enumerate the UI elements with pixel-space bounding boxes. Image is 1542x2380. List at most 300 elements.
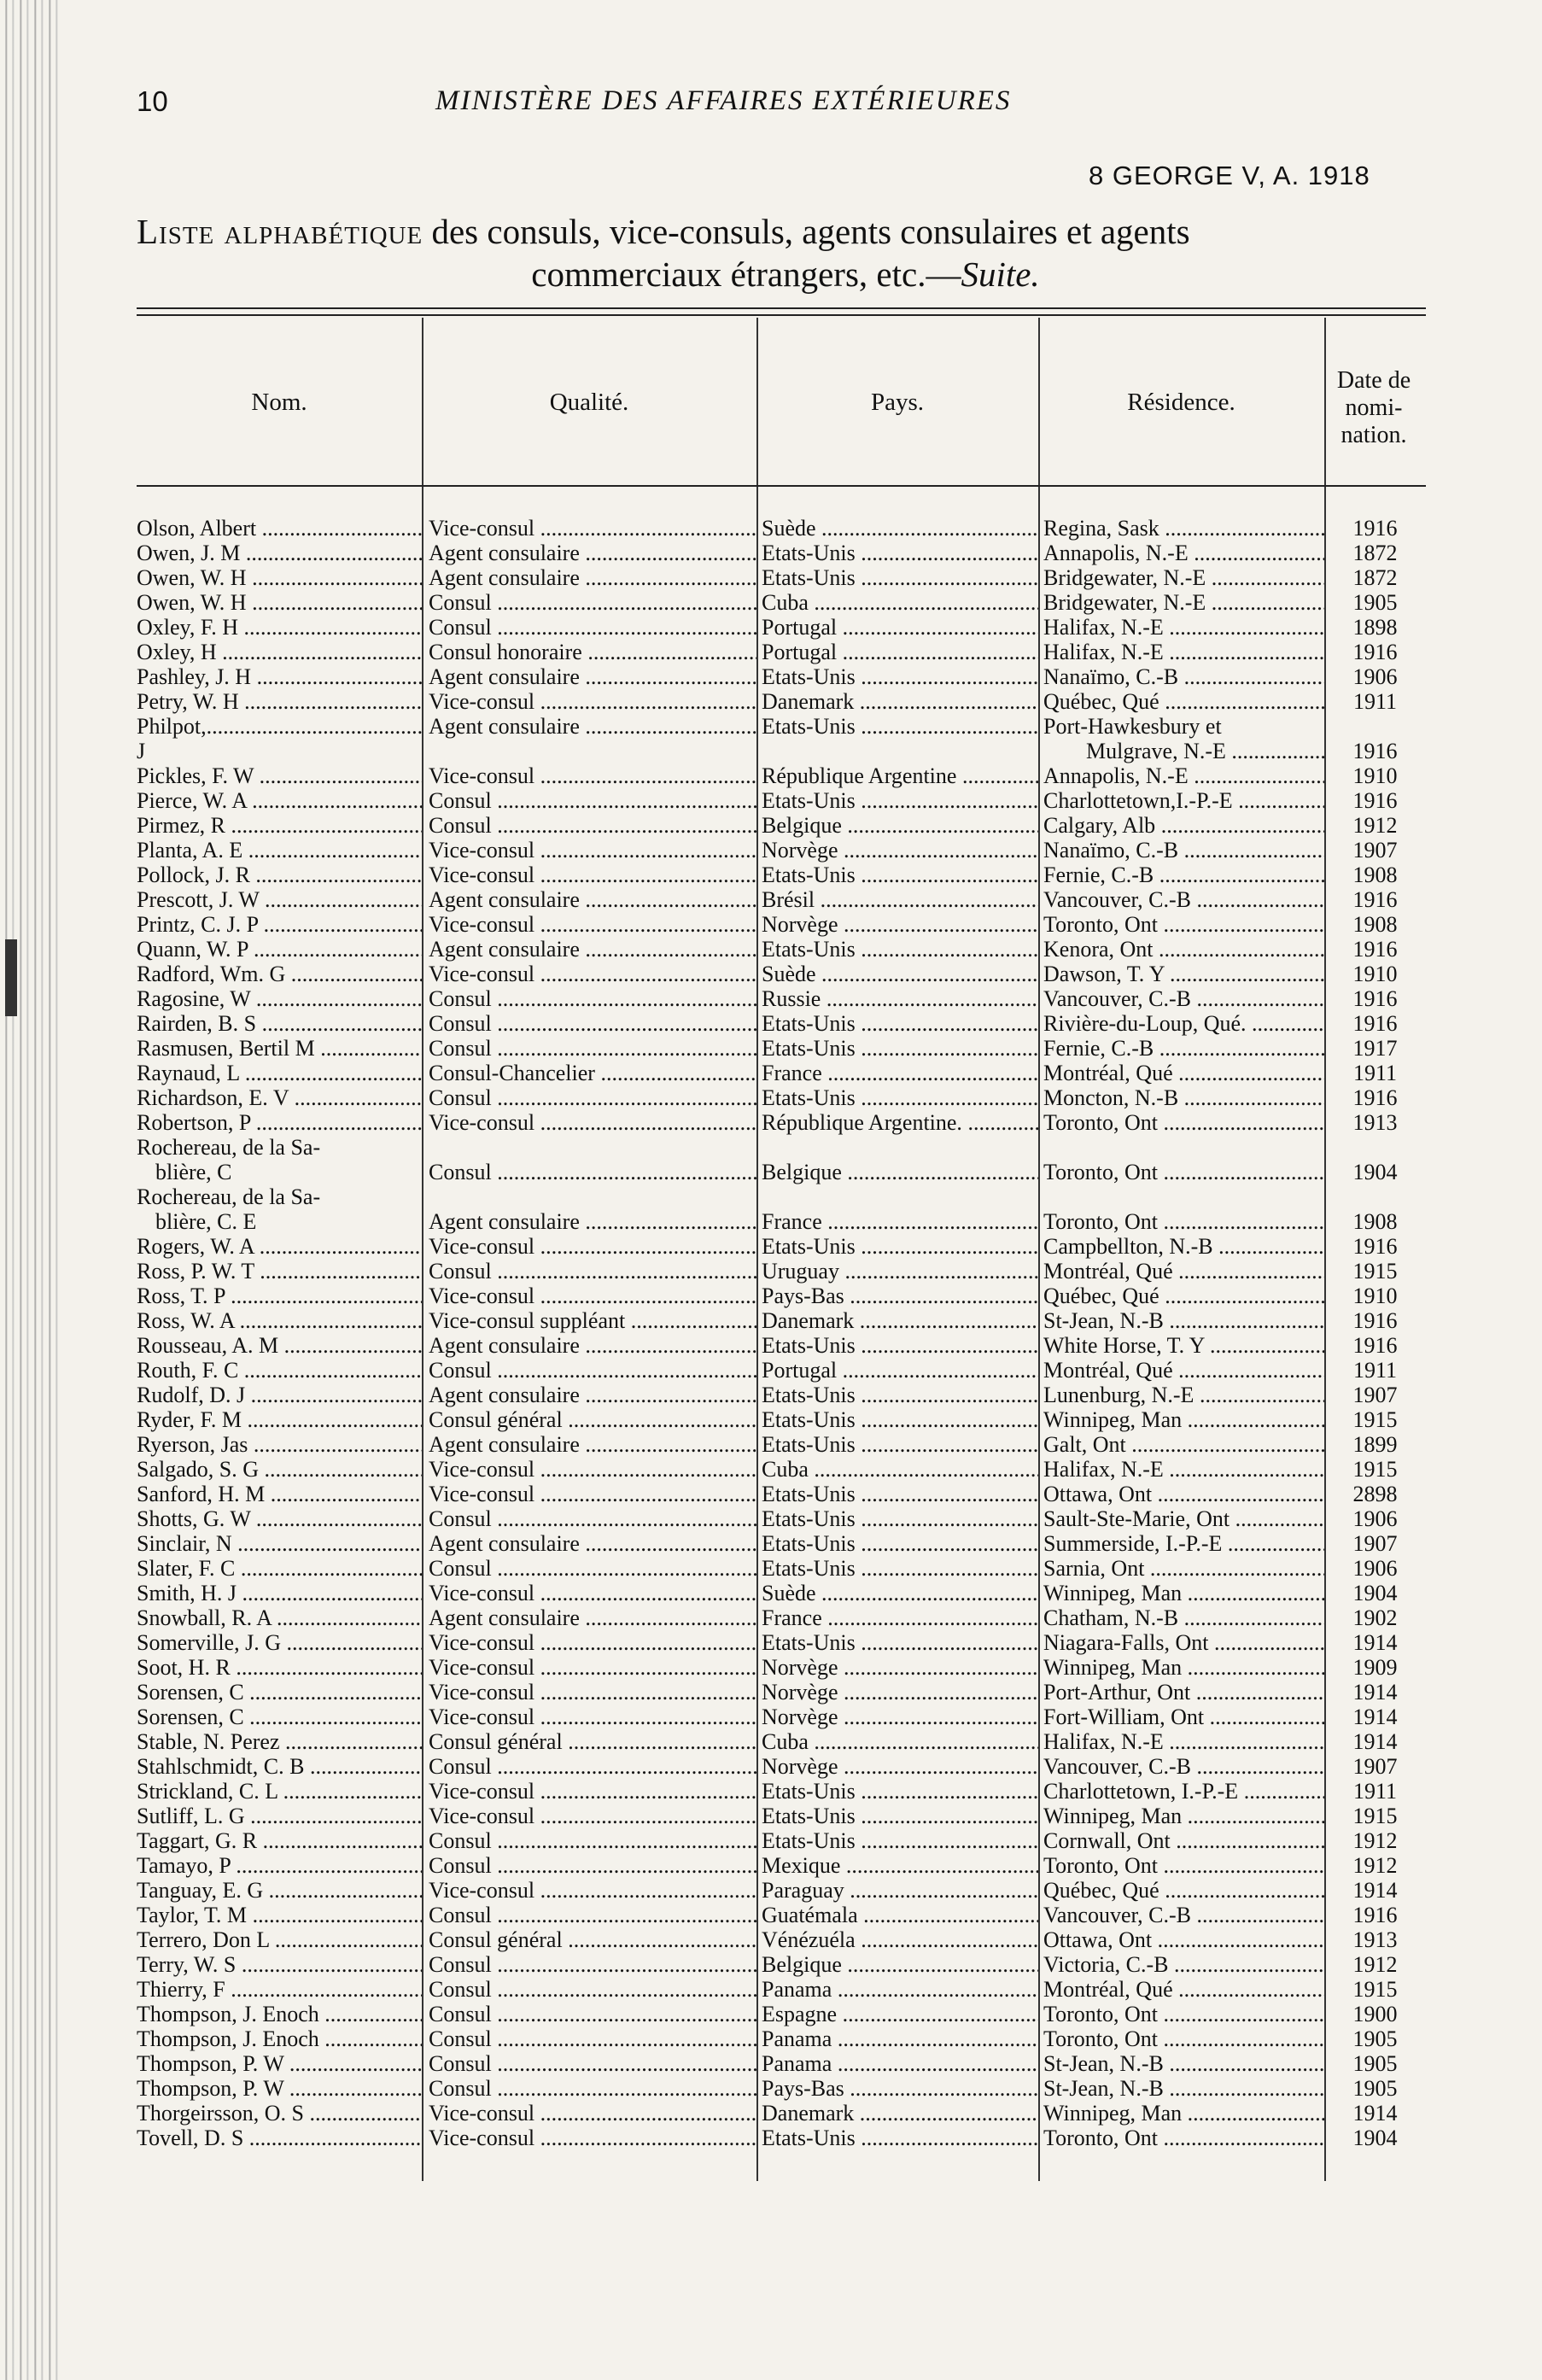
- cell-date: 1915: [1352, 1977, 1398, 2002]
- cell-nom: Robertson, P .....: [137, 1110, 422, 1135]
- table-row: [137, 590, 1426, 615]
- cell-nom: Stahlschmidt, C. B .....: [137, 1754, 422, 1779]
- table-row: [137, 516, 1426, 541]
- table-row: [137, 640, 1426, 664]
- cell-nom: Rudolf, D. J .....: [137, 1383, 422, 1407]
- cell-residence: Toronto, Ont .....: [1038, 912, 1324, 937]
- table-row: [137, 788, 1426, 813]
- table-row: [137, 1358, 1426, 1383]
- table-row: [137, 1729, 1426, 1754]
- cell-residence: Sarnia, Ont .....: [1038, 1556, 1324, 1581]
- cell-nom: Owen, W. H .....: [137, 565, 422, 590]
- cell-qualite: Agent consulaire .....: [422, 541, 756, 565]
- cell-residence: Winnipeg, Man .....: [1038, 2101, 1324, 2126]
- cell-pays: République Argentine. .....: [756, 1110, 1038, 1135]
- cell-pays: Etats-Unis .....: [756, 541, 1038, 565]
- cell-pays: Panama .....: [756, 2051, 1038, 2076]
- cell-qualite: Vice-consul .....: [422, 1457, 756, 1482]
- cell-nom-line: Rochereau, de la Sa-: [137, 1184, 321, 1209]
- cell-pays: Etats-Unis .....: [756, 1531, 1038, 1556]
- table-row: [137, 1407, 1426, 1432]
- cell-pays: Etats-Unis .....: [756, 1779, 1038, 1804]
- cell-nom: Ross, T. P .....: [137, 1284, 422, 1308]
- cell-qualite: Consul .....: [422, 813, 756, 838]
- table-row: [137, 2051, 1426, 2076]
- cell-qualite: Vice-consul .....: [422, 1110, 756, 1135]
- cell-date: 1872: [1352, 541, 1398, 565]
- cell-date: 1907: [1352, 1531, 1398, 1556]
- cell-nom: Routh, F. C .....: [137, 1358, 422, 1383]
- cell-pays: Etats-Unis .....: [756, 1383, 1038, 1407]
- cell-nom: Pirmez, R .....: [137, 813, 422, 838]
- cell-pays: Danemark .....: [756, 2101, 1038, 2126]
- cell-date: 1915: [1352, 1259, 1398, 1284]
- cell-qualite: Agent consulaire .....: [422, 1184, 756, 1234]
- cell-pays: Portugal .....: [756, 640, 1038, 664]
- cell-date: 1916: [1352, 739, 1398, 763]
- cell-date: 1905: [1352, 2051, 1398, 2076]
- cell-pays: Danemark .....: [756, 689, 1038, 714]
- cell-date: 1914: [1352, 1680, 1398, 1705]
- cell-pays: Etats-Unis .....: [756, 1630, 1038, 1655]
- cell-qualite: Vice-consul .....: [422, 1630, 756, 1655]
- cell-residence: Regina, Sask .....: [1038, 516, 1324, 541]
- cell-qualite: Vice-consul .....: [422, 2101, 756, 2126]
- cell-pays: Mexique .....: [756, 1853, 1038, 1878]
- cell-residence: Victoria, C.-B .....: [1038, 1952, 1324, 1977]
- running-title: MINISTÈRE DES AFFAIRES EXTÉRIEURES: [435, 85, 1012, 116]
- cell-qualite: Agent consulaire .....: [422, 937, 756, 962]
- cell-residence: Halifax, N.-E .....: [1038, 1457, 1324, 1482]
- cell-date: 1910: [1352, 962, 1398, 986]
- cell-nom: Sorensen, C .....: [137, 1705, 422, 1729]
- cell-residence: Summerside, I.-P.-E .....: [1038, 1531, 1324, 1556]
- cell-nom: Pickles, F. W .....: [137, 763, 422, 788]
- table-row: [137, 1977, 1426, 2002]
- cell-date: 1915: [1352, 1457, 1398, 1482]
- cell-qualite: Consul .....: [422, 1259, 756, 1284]
- cell-nom: [137, 1184, 422, 1234]
- cell-qualite: Consul .....: [422, 1358, 756, 1383]
- cell-nom: Richardson, E. V .....: [137, 1085, 422, 1110]
- cell-residence: Nanaïmo, C.-B .....: [1038, 664, 1324, 689]
- table-row: [137, 838, 1426, 863]
- cell-residence: White Horse, T. Y .....: [1038, 1333, 1324, 1358]
- cell-nom: Terrero, Don L .....: [137, 1927, 422, 1952]
- cell-qualite: Consul général .....: [422, 1407, 756, 1432]
- cell-pays: Brésil .....: [756, 887, 1038, 912]
- cell-qualite: Consul .....: [422, 1754, 756, 1779]
- cell-date: 1916: [1352, 1085, 1398, 1110]
- cell-nom: Owen, W. H .....: [137, 590, 422, 615]
- cell-date: 1916: [1352, 887, 1398, 912]
- cell-pays: Belgique .....: [756, 1135, 1038, 1184]
- cell-qualite: Vice-consul .....: [422, 962, 756, 986]
- cell-pays: France .....: [756, 1184, 1038, 1234]
- table-row: [137, 1804, 1426, 1828]
- cell-pays: Suède .....: [756, 516, 1038, 541]
- table-row: [137, 763, 1426, 788]
- cell-pays: Norvège .....: [756, 1705, 1038, 1729]
- cell-date: 1912: [1352, 1952, 1398, 1977]
- cell-date: 1900: [1352, 2002, 1398, 2026]
- cell-nom: Rairden, B. S .....: [137, 1011, 422, 1036]
- heading-smallcaps: Liste alphabétique: [137, 212, 423, 251]
- cell-residence: Rivière-du-Loup, Qué. .....: [1038, 1011, 1324, 1036]
- cell-pays: Etats-Unis .....: [756, 1804, 1038, 1828]
- table-row: [137, 1952, 1426, 1977]
- cell-residence: Montréal, Qué .....: [1038, 1061, 1324, 1085]
- cell-nom: Ross, W. A .....: [137, 1308, 422, 1333]
- page-binding-edge: [0, 0, 60, 2380]
- cell-qualite: Consul .....: [422, 1135, 756, 1184]
- cell-residence: Cornwall, Ont .....: [1038, 1828, 1324, 1853]
- cell-qualite: Consul .....: [422, 1977, 756, 2002]
- cell-qualite: Agent consulaire .....: [422, 1383, 756, 1407]
- cell-date: 1911: [1352, 1779, 1398, 1804]
- table-row: [137, 2002, 1426, 2026]
- cell-qualite: Vice-consul .....: [422, 863, 756, 887]
- cell-qualite: Vice-consul .....: [422, 1581, 756, 1605]
- cell-pays: Suède .....: [756, 962, 1038, 986]
- date-header-line: Date de: [1336, 367, 1411, 394]
- cell-residence: Montréal, Qué .....: [1038, 1259, 1324, 1284]
- cell-qualite: Vice-consul .....: [422, 1804, 756, 1828]
- cell-residence: Québec, Qué .....: [1038, 1284, 1324, 1308]
- cell-residence: Lunenburg, N.-E .....: [1038, 1383, 1324, 1407]
- cell-qualite: Consul .....: [422, 1952, 756, 1977]
- heading-line-1: [137, 210, 1434, 253]
- table-row: [137, 2026, 1426, 2051]
- cell-date: 1902: [1352, 1605, 1398, 1630]
- table-row: [137, 1556, 1426, 1581]
- cell-date: 1907: [1352, 1754, 1398, 1779]
- cell-pays: Etats-Unis .....: [756, 565, 1038, 590]
- cell-nom: Rogers, W. A .....: [137, 1234, 422, 1259]
- cell-pays: Etats-Unis .....: [756, 2126, 1038, 2150]
- cell-residence: Québec, Qué .....: [1038, 1878, 1324, 1903]
- table-row: [137, 1482, 1426, 1506]
- column-header-nom: Nom.: [251, 389, 307, 416]
- cell-pays: France .....: [756, 1605, 1038, 1630]
- cell-date: 1912: [1352, 1828, 1398, 1853]
- cell-residence: St-Jean, N.-B .....: [1038, 1308, 1324, 1333]
- cell-nom: [137, 1135, 422, 1184]
- cell-nom: Pierce, W. A .....: [137, 788, 422, 813]
- table-row: [137, 565, 1426, 590]
- cell-date: 1898: [1352, 615, 1398, 640]
- cell-pays: Espagne .....: [756, 2002, 1038, 2026]
- cell-date: 1916: [1352, 516, 1398, 541]
- cell-date: 1914: [1352, 1705, 1398, 1729]
- table-row: [137, 1828, 1426, 1853]
- cell-date: 1914: [1352, 1630, 1398, 1655]
- cell-qualite: Agent consulaire .....: [422, 887, 756, 912]
- cell-qualite: Consul .....: [422, 2051, 756, 2076]
- cell-qualite: Consul honoraire .....: [422, 640, 756, 664]
- cell-qualite: Consul-Chancelier .....: [422, 1061, 756, 1085]
- cell-residence: Fort-William, Ont .....: [1038, 1705, 1324, 1729]
- table-row: [137, 2126, 1426, 2150]
- cell-residence: Toronto, Ont .....: [1038, 2002, 1324, 2026]
- cell-pays: Russie .....: [756, 986, 1038, 1011]
- list-heading: [137, 210, 1434, 295]
- cell-nom: Taggart, G. R .....: [137, 1828, 422, 1853]
- cell-date: 1916: [1352, 937, 1398, 962]
- cell-residence: Halifax, N.-E .....: [1038, 1729, 1324, 1754]
- table-row: [137, 1135, 1426, 1184]
- table-row: [137, 1754, 1426, 1779]
- cell-nom: Taylor, T. M .....: [137, 1903, 422, 1927]
- table-row: [137, 615, 1426, 640]
- table-row: [137, 1779, 1426, 1804]
- cell-qualite: Vice-consul .....: [422, 1655, 756, 1680]
- cell-date: 1914: [1352, 1878, 1398, 1903]
- cell-pays: Portugal .....: [756, 615, 1038, 640]
- cell-pays: Panama .....: [756, 2026, 1038, 2051]
- table-row: [137, 689, 1426, 714]
- cell-residence: St-Jean, N.-B .....: [1038, 2076, 1324, 2101]
- cell-qualite: Consul .....: [422, 1903, 756, 1927]
- cell-nom: Somerville, J. G .....: [137, 1630, 422, 1655]
- cell-pays: Norvège .....: [756, 1655, 1038, 1680]
- cell-nom: Raynaud, L .....: [137, 1061, 422, 1085]
- cell-qualite: Vice-consul .....: [422, 763, 756, 788]
- cell-date: 1905: [1352, 2076, 1398, 2101]
- table-row: [137, 887, 1426, 912]
- table-row: [137, 1333, 1426, 1358]
- cell-date: 1906: [1352, 1556, 1398, 1581]
- cell-qualite: Vice-consul .....: [422, 689, 756, 714]
- cell-date: 1916: [1352, 1903, 1398, 1927]
- cell-date: 1916: [1352, 640, 1398, 664]
- cell-nom: Quann, W. P .....: [137, 937, 422, 962]
- cell-nom: Thompson, J. Enoch .....: [137, 2002, 422, 2026]
- table-row: [137, 2076, 1426, 2101]
- table-row: [137, 1853, 1426, 1878]
- cell-date: 1912: [1352, 813, 1398, 838]
- cell-residence: Campbellton, N.-B .....: [1038, 1234, 1324, 1259]
- cell-nom: Sutliff, L. G .....: [137, 1804, 422, 1828]
- cell-qualite: Vice-consul .....: [422, 1284, 756, 1308]
- cell-date: 1911: [1352, 1358, 1398, 1383]
- cell-residence: Moncton, N.-B .....: [1038, 1085, 1324, 1110]
- cell-date: 1872: [1352, 565, 1398, 590]
- cell-residence: Sault-Ste-Marie, Ont .....: [1038, 1506, 1324, 1531]
- cell-pays: Suède .....: [756, 1581, 1038, 1605]
- cell-date: 1909: [1352, 1655, 1398, 1680]
- cell-qualite: Consul général .....: [422, 1927, 756, 1952]
- cell-nom: Strickland, C. L .....: [137, 1779, 422, 1804]
- cell-nom: Sanford, H. M .....: [137, 1482, 422, 1506]
- date-header-line: nomi-: [1345, 395, 1403, 421]
- cell-qualite: Vice-consul suppléant .....: [422, 1308, 756, 1333]
- column-header-pays: Pays.: [870, 389, 925, 416]
- cell-qualite: Consul .....: [422, 1853, 756, 1878]
- cell-pays: Etats-Unis .....: [756, 714, 1038, 763]
- cell-qualite: Agent consulaire .....: [422, 1531, 756, 1556]
- cell-nom: Ross, P. W. T .....: [137, 1259, 422, 1284]
- cell-residence: Vancouver, C.-B .....: [1038, 887, 1324, 912]
- cell-nom-line: Rochereau, de la Sa-: [137, 1135, 321, 1160]
- cell-nom: Snowball, R. A .....: [137, 1605, 422, 1630]
- cell-nom: Printz, C. J. P .....: [137, 912, 422, 937]
- cell-residence-line: Mulgrave, N.-E .....: [1043, 739, 1324, 763]
- cell-pays: Etats-Unis .....: [756, 863, 1038, 887]
- date-header-line: nation.: [1340, 422, 1407, 448]
- cell-date: 1916: [1352, 788, 1398, 813]
- cell-nom: Petry, W. H .....: [137, 689, 422, 714]
- cell-residence: Bridgewater, N.-E .....: [1038, 590, 1324, 615]
- cell-nom: Tamayo, P .....: [137, 1853, 422, 1878]
- cell-residence: Kenora, Ont .....: [1038, 937, 1324, 962]
- cell-nom: Thierry, F .....: [137, 1977, 422, 2002]
- column-header-residence: Résidence.: [1127, 389, 1235, 416]
- heading-line-1-rest: des consuls, vice-consuls, agents consulaires et agents: [423, 212, 1190, 251]
- cell-date: 2898: [1352, 1482, 1398, 1506]
- cell-date: 1910: [1352, 1284, 1398, 1308]
- cell-pays: Norvège .....: [756, 1754, 1038, 1779]
- cell-qualite: Consul .....: [422, 1036, 756, 1061]
- cell-residence: Toronto, Ont .....: [1038, 2126, 1324, 2150]
- cell-residence: St-Jean, N.-B .....: [1038, 2051, 1324, 2076]
- cell-qualite: Consul .....: [422, 1828, 756, 1853]
- table-row: [137, 1061, 1426, 1085]
- cell-residence: Ottawa, Ont .....: [1038, 1927, 1324, 1952]
- table-row: [137, 1531, 1426, 1556]
- table-row: [137, 1655, 1426, 1680]
- cell-qualite: Consul .....: [422, 788, 756, 813]
- cell-qualite: Agent consulaire .....: [422, 714, 756, 763]
- table-row: [137, 1680, 1426, 1705]
- cell-nom: Rasmusen, Bertil M .....: [137, 1036, 422, 1061]
- cell-pays: Cuba .....: [756, 1729, 1038, 1754]
- cell-nom: Olson, Albert .....: [137, 516, 422, 541]
- cell-residence: Toronto, Ont .....: [1038, 1184, 1324, 1234]
- cell-date: 1907: [1352, 838, 1398, 863]
- cell-nom: Slater, F. C .....: [137, 1556, 422, 1581]
- cell-nom: Smith, H. J .....: [137, 1581, 422, 1605]
- cell-pays: Etats-Unis .....: [756, 1234, 1038, 1259]
- cell-residence: Montréal, Qué .....: [1038, 1977, 1324, 2002]
- cell-residence: Port-Arthur, Ont .....: [1038, 1680, 1324, 1705]
- cell-qualite: Vice-consul .....: [422, 1779, 756, 1804]
- cell-qualite: Consul .....: [422, 590, 756, 615]
- cell-date: 1913: [1352, 1927, 1398, 1952]
- cell-pays: Norvège .....: [756, 912, 1038, 937]
- cell-pays: Guatémala .....: [756, 1903, 1038, 1927]
- cell-residence: Charlottetown,I.-P.-E .....: [1038, 788, 1324, 813]
- cell-date: 1916: [1352, 1011, 1398, 1036]
- table-row: [137, 962, 1426, 986]
- table-row: [137, 1234, 1426, 1259]
- cell-qualite: Consul .....: [422, 2026, 756, 2051]
- table-row: [137, 1927, 1426, 1952]
- cell-residence: Winnipeg, Man .....: [1038, 1581, 1324, 1605]
- cell-residence: Winnipeg, Man .....: [1038, 1407, 1324, 1432]
- cell-date: 1906: [1352, 664, 1398, 689]
- cell-pays: Norvège .....: [756, 838, 1038, 863]
- cell-residence: Toronto, Ont .....: [1038, 1853, 1324, 1878]
- table-row: [137, 664, 1426, 689]
- cell-residence: Dawson, T. Y .....: [1038, 962, 1324, 986]
- cell-pays: Etats-Unis .....: [756, 1482, 1038, 1506]
- cell-date: 1904: [1352, 1581, 1398, 1605]
- cell-nom: Salgado, S. G .....: [137, 1457, 422, 1482]
- table-row: [137, 1432, 1426, 1457]
- cell-residence: Toronto, Ont .....: [1038, 1110, 1324, 1135]
- cell-qualite: Agent consulaire .....: [422, 664, 756, 689]
- cell-nom: Tovell, D. S .....: [137, 2126, 422, 2150]
- cell-residence: Vancouver, C.-B .....: [1038, 1754, 1324, 1779]
- table-row: [137, 1878, 1426, 1903]
- cell-residence: Niagara-Falls, Ont .....: [1038, 1630, 1324, 1655]
- cell-date: 1910: [1352, 763, 1398, 788]
- table-row: [137, 714, 1426, 763]
- cell-qualite: Vice-consul .....: [422, 1482, 756, 1506]
- cell-date: 1914: [1352, 1729, 1398, 1754]
- cell-date: 1916: [1352, 1333, 1398, 1358]
- heading-line-2: [137, 253, 1434, 295]
- table-row: [137, 1085, 1426, 1110]
- cell-qualite: Agent consulaire .....: [422, 1333, 756, 1358]
- table-row: [137, 1506, 1426, 1531]
- session-reference: 8 GEORGE V, A. 1918: [1089, 161, 1370, 190]
- cell-pays: Etats-Unis .....: [756, 664, 1038, 689]
- cell-qualite: Agent consulaire .....: [422, 1432, 756, 1457]
- table-row: [137, 2101, 1426, 2126]
- cell-nom: Shotts, G. W .....: [137, 1506, 422, 1531]
- header-bottom-rule: [137, 485, 1426, 487]
- cell-nom: Radford, Wm. G .....: [137, 962, 422, 986]
- table-row: [137, 1605, 1426, 1630]
- cell-qualite: Vice-consul .....: [422, 516, 756, 541]
- cell-pays: Belgique .....: [756, 1952, 1038, 1977]
- cell-residence: Halifax, N.-E .....: [1038, 640, 1324, 664]
- table-row: [137, 1184, 1426, 1234]
- cell-nom: Soot, H. R .....: [137, 1655, 422, 1680]
- cell-residence: [1038, 714, 1324, 763]
- cell-pays: Panama .....: [756, 1977, 1038, 2002]
- cell-nom-line: blière, C .....: [137, 1160, 422, 1184]
- cell-residence: Winnipeg, Man .....: [1038, 1804, 1324, 1828]
- cell-qualite: Consul .....: [422, 2076, 756, 2101]
- cell-residence: Vancouver, C.-B .....: [1038, 1903, 1324, 1927]
- cell-residence: Bridgewater, N.-E .....: [1038, 565, 1324, 590]
- table-row: [137, 1705, 1426, 1729]
- table-row: [137, 1383, 1426, 1407]
- cell-pays: Etats-Unis .....: [756, 1011, 1038, 1036]
- cell-pays: Etats-Unis .....: [756, 1828, 1038, 1853]
- cell-qualite: Consul .....: [422, 2002, 756, 2026]
- cell-nom: Sorensen, C .....: [137, 1680, 422, 1705]
- cell-nom: Terry, W. S .....: [137, 1952, 422, 1977]
- cell-residence: Fernie, C.-B .....: [1038, 863, 1324, 887]
- cell-date: 1905: [1352, 2026, 1398, 2051]
- cell-nom: Stable, N. Perez .....: [137, 1729, 422, 1754]
- cell-qualite: Vice-consul .....: [422, 912, 756, 937]
- cell-residence: Halifax, N.-E .....: [1038, 615, 1324, 640]
- table-row: [137, 1259, 1426, 1284]
- cell-residence: Annapolis, N.-E .....: [1038, 541, 1324, 565]
- cell-nom: Thompson, P. W .....: [137, 2076, 422, 2101]
- cell-qualite: Vice-consul .....: [422, 1705, 756, 1729]
- cell-qualite: Consul .....: [422, 986, 756, 1011]
- cell-pays: République Argentine .....: [756, 763, 1038, 788]
- cell-nom: Pollock, J. R .....: [137, 863, 422, 887]
- cell-date: 1912: [1352, 1853, 1398, 1878]
- cell-residence: Calgary, Alb .....: [1038, 813, 1324, 838]
